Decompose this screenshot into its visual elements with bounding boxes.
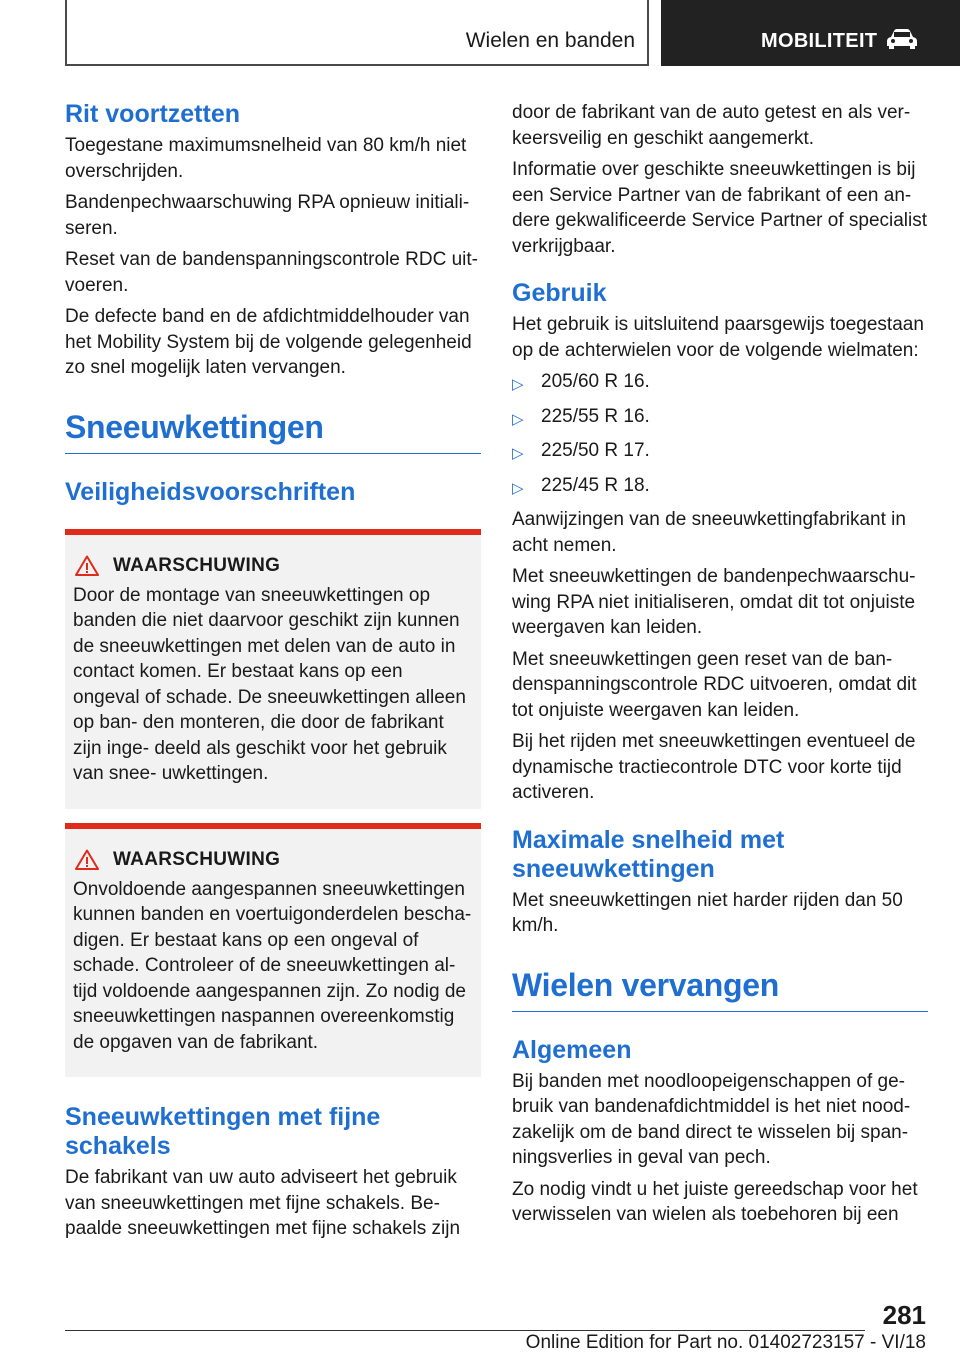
warning-triangle-icon [75, 849, 99, 870]
edition-text: Online Edition for Part no. 01402723157 - VI/18 [525, 1332, 926, 1353]
warning-box [65, 823, 481, 1078]
footer-divider [65, 1330, 865, 1331]
warning-label: WAARSCHUWING [113, 554, 281, 576]
paragraph: Met sneeuwkettingen geen reset van de ban‐ denspanningscontrole RDC uitvoeren, omdat dit tot onjuiste weergaven kan leiden. [512, 648, 917, 721]
left-column [65, 100, 481, 1248]
paragraph: Bij banden met noodloopeigenschappen of ge‐ bruik van bandenafdichtmiddel is het niet nood‐ zakelijk om de band direct te wisselen bij span‐ ningsverlies in geval van pech. [512, 1070, 911, 1168]
bullet-triangle-icon: ▷ [512, 445, 524, 462]
paragraph: door de fabrikant van de auto getest en als ver‐ keersveilig en geschikt aangemerkt. [512, 102, 911, 149]
heading-maximale-snelheid: Maximale snelheid met sneeuwkettingen [512, 825, 785, 883]
paragraph: Toegestane maximumsnelheid van 80 km/h niet overschrijden. [65, 135, 467, 182]
bullet-triangle-icon: ▷ [512, 410, 524, 428]
paragraph: Bandenpechwaarschuwing RPA opnieuw initiali‐ seren. [65, 192, 470, 239]
heading-veiligheidsvoorschriften: Veiligheidsvoorschriften [65, 477, 356, 506]
warning-triangle-icon [75, 555, 99, 576]
heading-wielen-vervangen: Wielen vervangen [512, 965, 928, 1012]
warning-box [65, 529, 481, 809]
bullet-triangle-icon: ▷ [512, 479, 524, 497]
warning-label: WAARSCHUWING [113, 848, 281, 870]
car-icon [885, 28, 919, 50]
heading-algemeen: Algemeen [512, 1035, 632, 1064]
list-item: ▷ 225/45 R 18. [512, 473, 928, 502]
list-item: ▷ 205/60 R 16. [512, 369, 928, 398]
list-item: ▷ 225/50 R 17. [512, 438, 928, 467]
section-header [65, 0, 649, 66]
paragraph: Het gebruik is uitsluitend paarsgewijs toegestaan op de achterwielen voor de volgende wielmaten: [512, 314, 924, 361]
list-item: ▷ 225/55 R 16. [512, 404, 928, 433]
wheel-size-list [512, 369, 928, 501]
heading-sneeuwkettingen: Sneeuwkettingen [65, 407, 481, 454]
warning-text: Onvoldoende aangespannen sneeuwkettingen kunnen banden en voertuigonderdelen bescha‐ digen. Er bestaat kans op een ongeval of schade. Controleer of de sneeuwkettingen al‐ tijd voldoende aangespannen zijn. Zo nodig de sneeuwkettingen naspannen overeenkomstig de opgaven van de fabrikant. [73, 878, 472, 1053]
page-number: 281 [882, 1300, 926, 1330]
warning-text: Door de montage van sneeuwkettingen op banden die niet daarvoor geschikt zijn kunnen de sneeuwkettingen met delen van de auto in contact komen. Er bestaat kans op een ongeval of schade. De sneeuwkettingen alleen op ban‐ den monteren, die door de fabrikant zijn inge‐ deeld als geschikt voor het gebruik van snee‐ uwkettingen. [73, 584, 466, 784]
section-title: Wielen en banden [465, 29, 635, 52]
heading-fijne-schakels: Sneeuwkettingen met fijne schakels [65, 1103, 381, 1160]
paragraph: Aanwijzingen van de sneeuwkettingfabrikant in acht nemen. [512, 509, 906, 556]
heading-rit-voortzetten: Rit voortzetten [65, 100, 240, 128]
bullet-triangle-icon: ▷ [512, 376, 524, 393]
paragraph: Met sneeuwkettingen niet harder rijden dan 50 km/h. [512, 889, 903, 936]
paragraph: Informatie over geschikte sneeuwkettingen is bij een Service Partner van de fabrikant of een an‐ dere gekwalificeerde Service Partner of specialist verkrijgbaar. [512, 159, 928, 257]
paragraph: De fabrikant van uw auto adviseert het gebruik van sneeuwkettingen met fijne schakels. Be‐ paalde sneeuwkettingen met fijne schakels zijn [65, 1167, 461, 1239]
chapter-header [661, 0, 960, 66]
paragraph: Bij het rijden met sneeuwkettingen eventueel de dynamische tractiecontrole DTC voor korte tijd activeren. [512, 731, 916, 803]
paragraph: Reset van de bandenspanningscontrole RDC uit‐ voeren. [65, 249, 478, 296]
paragraph: Met sneeuwkettingen de bandenpechwaarschu‐ wing RPA niet initialiseren, omdat dit tot onjuiste weergaven kan leiden. [512, 566, 916, 638]
chapter-title: MOBILITEIT [761, 30, 878, 52]
paragraph: De defecte band en de afdichtmiddelhouder van het Mobility System bij de volgende gelegenheid zo snel mogelijk laten vervangen. [65, 306, 472, 378]
right-column [512, 100, 928, 1234]
paragraph: Zo nodig vindt u het juiste gereedschap voor het verwisselen van wielen als toebehoren bij een [512, 1178, 918, 1225]
heading-gebruik: Gebruik [512, 279, 607, 307]
